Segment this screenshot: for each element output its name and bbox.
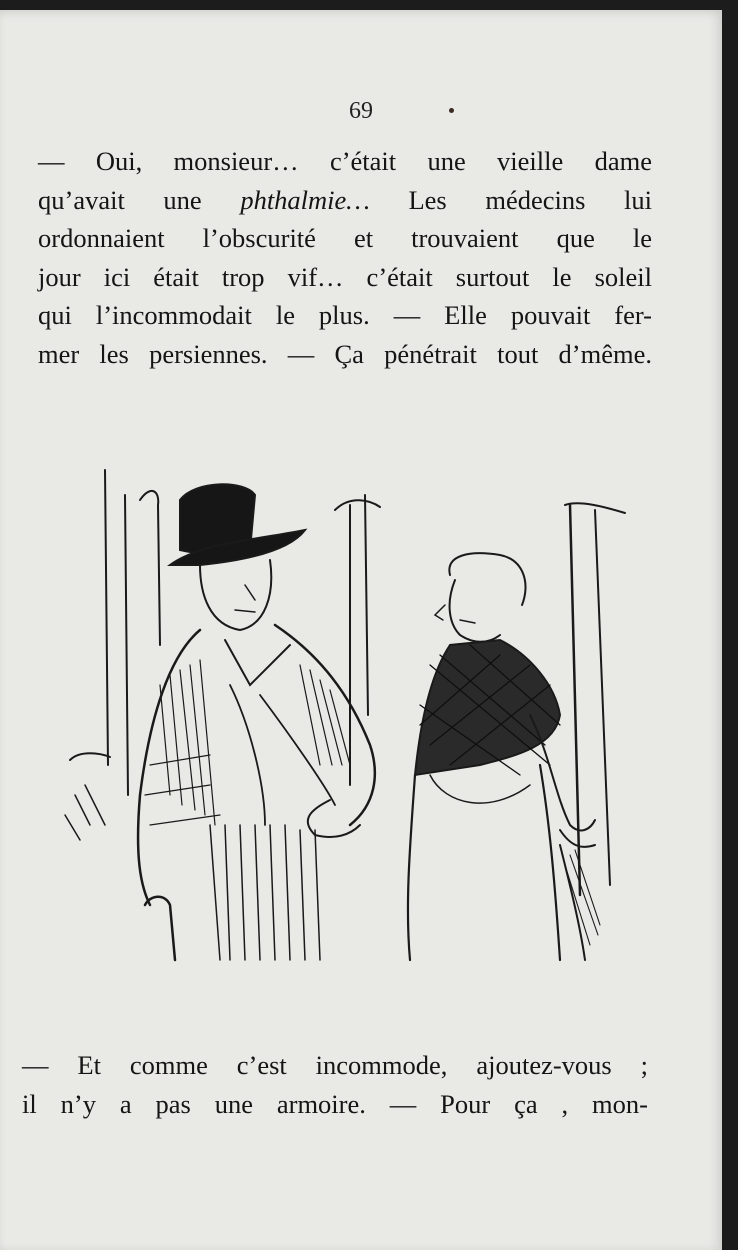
text-line: qui l’incommodait le plus. — Elle pouvait fer- <box>38 300 652 330</box>
text-line: jour ici était trop vif… c’était surtout le soleil <box>38 261 652 292</box>
text-fragment: Les médecins lui <box>408 184 653 215</box>
text-line: ordonnaient l’obscurité et trouvaient que le <box>38 223 652 253</box>
book-page <box>0 10 722 1250</box>
text-line-with-emphasis <box>38 181 652 220</box>
text-line: il n’y a pas une armoire. — Pour ça , mon- <box>22 1088 648 1119</box>
text-line: mer les persiennes. — Ça pénétrait tout d’même. <box>38 338 652 369</box>
emphasis-word: phthalmie… <box>240 184 370 215</box>
top-paragraph <box>38 142 652 373</box>
page-number: 69 <box>349 98 373 124</box>
bottom-paragraph <box>22 1046 648 1123</box>
engraving-illustration-icon <box>50 465 630 965</box>
text-fragment: qu’avait une <box>38 184 202 215</box>
text-line: — Et comme c’est incommode, ajoutez-vous ; <box>22 1050 648 1080</box>
text-line: — Oui, monsieur… c’était une vieille dame <box>38 146 652 176</box>
